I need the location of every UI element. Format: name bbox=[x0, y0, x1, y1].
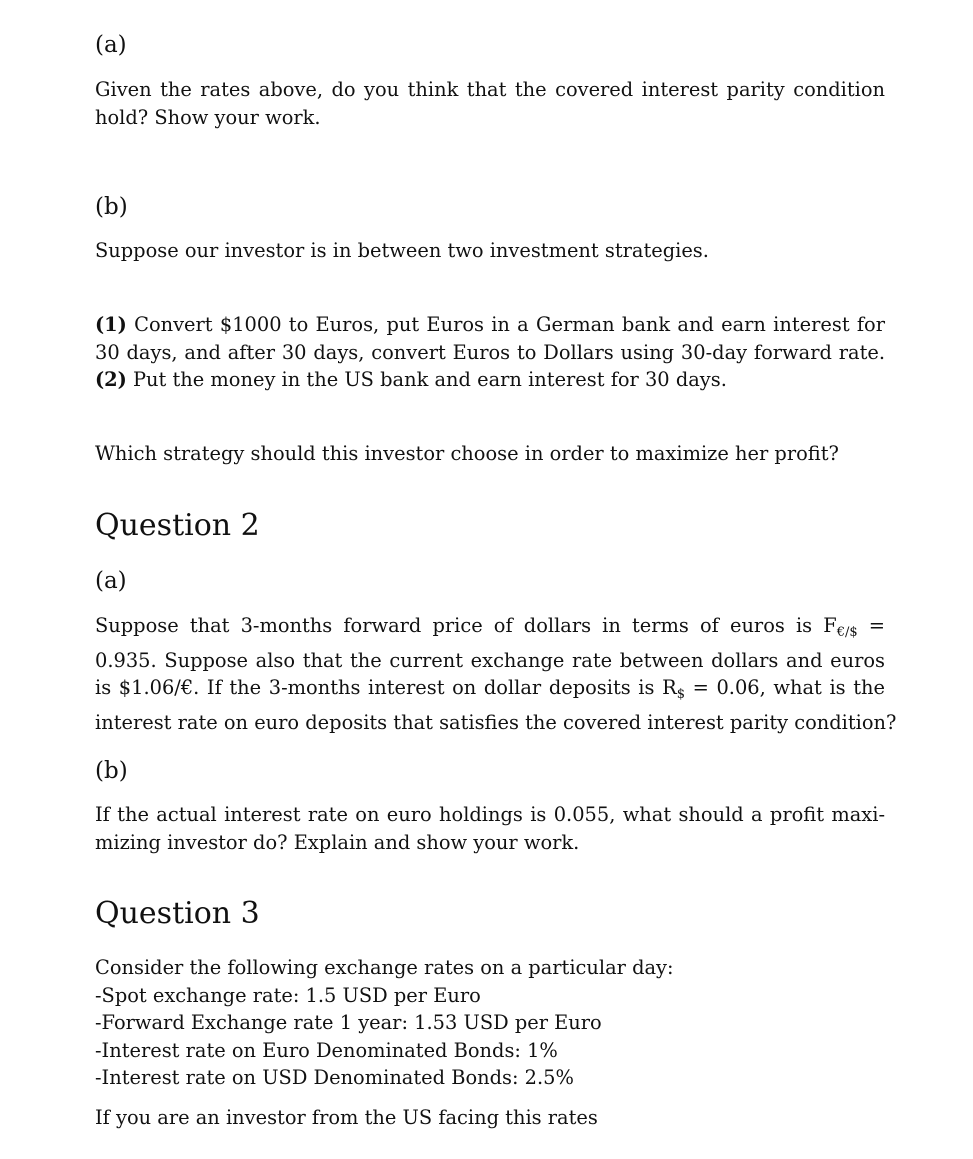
q1-b-intro: Suppose our investor is in between two investment strategies. bbox=[95, 239, 709, 262]
q3-item-forward: -Forward Exchange rate 1 year: 1.53 USD per Euro bbox=[95, 1011, 602, 1034]
q2-a-label: (a) bbox=[95, 568, 127, 594]
q2-a-line-3-pre: is $1.06/€. If the 3-months interest on dollar deposits is R bbox=[95, 676, 677, 699]
question-2-heading: Question 2 bbox=[95, 508, 260, 543]
q2-a-line-2: 0.935. Suppose also that the current exchange rate between dollars and euros bbox=[95, 648, 885, 672]
q3-item-spot: -Spot exchange rate: 1.5 USD per Euro bbox=[95, 983, 481, 1007]
q1-b-strategies bbox=[95, 311, 885, 394]
dollar-rate-subscript: $ bbox=[676, 687, 685, 702]
q2-a-line-3-post: = 0.06, what is the bbox=[684, 676, 885, 699]
q3-item-usd-rate: -Interest rate on USD Denominated Bonds: 2.5% bbox=[95, 1066, 574, 1089]
q3-closing: If you are an investor from the US facing this rates bbox=[95, 1106, 598, 1129]
strategy-2-text: Put the money in the US bank and earn interest for 30 days. bbox=[126, 368, 727, 391]
q2-b-line-2: mizing investor do? Explain and show your work. bbox=[95, 830, 580, 854]
strategy-2-number: (2) bbox=[95, 368, 127, 391]
q2-a-line-1-post: = bbox=[857, 614, 885, 637]
q2-b-text bbox=[95, 801, 885, 856]
q1-a-label: (a) bbox=[95, 32, 127, 58]
strategy-2-line bbox=[95, 366, 885, 394]
strategy-1-text: Convert $1000 to Euros, put Euros in a German bank and earn interest for bbox=[126, 313, 885, 336]
question-3-heading: Question 3 bbox=[95, 896, 260, 931]
q1-a-line-2: hold? Show your work. bbox=[95, 105, 321, 129]
q2-a-line-4: interest rate on euro deposits that satisfies the covered interest parity condition? bbox=[95, 710, 897, 734]
q2-a-line-3 bbox=[95, 674, 885, 709]
q1-a-line-1: Given the rates above, do you think that the covered interest parity condition bbox=[95, 78, 885, 101]
strategy-1-line-2: 30 days, and after 30 days, convert Euros to Dollars using 30-day forward rate. bbox=[95, 340, 885, 364]
q2-b-line-1: If the actual interest rate on euro holdings is 0.055, what should a profit maxi- bbox=[95, 803, 885, 826]
strategy-1-number: (1) bbox=[95, 313, 127, 336]
q2-a-line-1-pre: Suppose that 3-months forward price of dollars in terms of euros is F bbox=[95, 614, 837, 637]
q2-a-line-1 bbox=[95, 612, 885, 647]
q3-item-euro-rate: -Interest rate on Euro Denominated Bonds: 1% bbox=[95, 1038, 558, 1062]
q1-b-question: Which strategy should this investor choose in order to maximize her profit? bbox=[95, 442, 839, 465]
q3-intro: Consider the following exchange rates on a particular day: bbox=[95, 956, 674, 979]
forward-rate-subscript: €/$ bbox=[836, 625, 858, 640]
strategy-1-line-1 bbox=[95, 311, 885, 339]
q2-a-text bbox=[95, 612, 897, 736]
q3-body bbox=[95, 954, 885, 1092]
q1-a-text bbox=[95, 76, 885, 131]
q2-b-label: (b) bbox=[95, 758, 128, 784]
q1-b-label: (b) bbox=[95, 194, 128, 220]
